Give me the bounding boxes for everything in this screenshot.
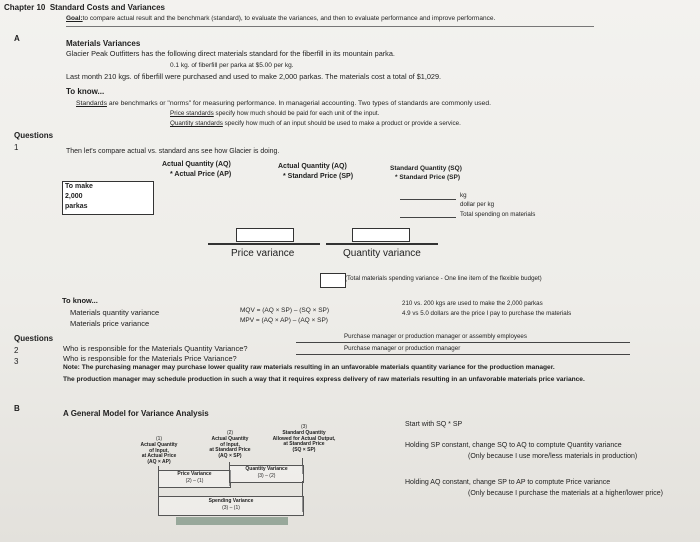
answer-2-line: [296, 342, 630, 343]
note-line-1: Note: The purchasing manager may purchase lower quality raw materials resulting in an unfavorable materials quantity variance for the production manager.: [63, 364, 555, 371]
to-make-box: [62, 181, 154, 215]
question-number-3: 3: [14, 357, 19, 366]
answer-3-line: [296, 354, 630, 355]
question-2-text: Who is responsible for the Materials Quantity Variance?: [63, 344, 248, 353]
col3-header-line2: * Standard Price (SP): [395, 174, 461, 181]
col3-header-line1: Standard Quantity (SQ): [390, 165, 462, 172]
start-note: Start with SQ * SP: [405, 421, 463, 428]
holding-sp-line1: Holding SP constant, change SQ to AQ to comptute Quantity variance: [405, 442, 622, 449]
quantity-variance-box[interactable]: [352, 228, 410, 242]
price-variance-bar: [208, 243, 320, 245]
model-col2: (2) Actual Quantity of Input, at Standard Price (AQ × SP): [209, 430, 251, 459]
unit-dollar-per-kg: dollar per kg: [460, 201, 495, 208]
quantity-variance-model-formula: (3) – (2): [257, 473, 276, 479]
spending-variance-model-formula: (3) – (1): [222, 505, 240, 511]
quantity-standards-definition: Quantity standards specify how much of an input should be used to make a product or provide a service.: [170, 120, 461, 127]
col1-header-line1: Actual Quantity (AQ): [162, 161, 231, 168]
last-month-text: Last month 210 kgs. of fiberfill were purchased and used to make 2,000 parkas. The materials cost a total of $1,029.: [66, 72, 442, 81]
to-make-line2: 2,000: [65, 193, 83, 200]
col1-header-line2: * Actual Price (AP): [170, 171, 232, 178]
to-make-line1: To make: [65, 183, 93, 190]
mqv-label: Materials quantity variance: [70, 308, 160, 317]
spending-variance-model-label: Spending Variance: [208, 498, 254, 504]
total-variance-box[interactable]: [320, 273, 346, 288]
mpv-formula: MPV = (AQ × AP) – (AQ × SP): [240, 317, 328, 324]
mqv-formula: MQV = (AQ × SP) – (SQ × SP): [240, 307, 330, 314]
price-variance-model-formula: (2) – (1): [185, 478, 204, 484]
holding-aq-line1: Holding AQ constant, change SP to AP to comptute Price variance: [405, 479, 611, 486]
unit-total-spending: Total spending on materials: [460, 211, 536, 218]
goal-underline: [66, 26, 594, 27]
standards-definition: Standards are benchmarks or "norms" for measuring performance. In managerial accounting. Two types of standards are commonly used.: [76, 100, 491, 107]
quantity-variance-bar: [326, 243, 438, 245]
spending-variance-model-box: [158, 496, 304, 516]
col2-header-line1: Actual Quantity (AQ): [278, 163, 347, 170]
intro-text: Glacier Peak Outfitters has the following direct materials standard for the fiberfill in its mountain parka.: [66, 49, 395, 58]
col2-header-line2: * Standard Price (SP): [283, 173, 354, 180]
total-variance-note: (Total materials spending variance - One line item of the flexible budget): [345, 275, 542, 282]
total-answer-line: [400, 217, 456, 218]
questions-label-2: Questions: [14, 334, 54, 343]
quantity-variance-model-box: [229, 465, 304, 483]
quantity-variance-model-label: Quantity Variance: [245, 466, 288, 472]
compare-text: Then let's compare actual vs. standard ans see how Glacier is doing.: [66, 148, 280, 155]
price-variance-model-label: Price Variance: [177, 471, 212, 477]
note-line-2: The production manager may schedule production in such a way that it requires express delivery of raw materials resulting in an unfavorable materials price variance.: [63, 376, 585, 383]
chapter-title: Chapter 10 Standard Costs and Variances: [4, 3, 165, 12]
answer-2: Purchase manager or production manager or assembly employees: [344, 333, 527, 340]
to-know-label-2: To know...: [62, 296, 98, 305]
standard-line: 0.1 kg. of fiberfill per parka at $5.00 per kg.: [170, 62, 294, 69]
question-number-1: 1: [14, 143, 19, 152]
model-col3: (3) Standard Quantity Allowed for Actual Output, at Standard Price (SQ × SP): [272, 424, 336, 453]
holding-sp-line2: (Only because I use more/less materials in production): [468, 453, 638, 460]
section-b-letter: B: [14, 404, 20, 413]
mpv-note: 4.9 vs 5.0 dollars are the price I pay to purchase the materials: [402, 310, 572, 317]
diagram-shadow-band: [176, 517, 288, 525]
mpv-label: Materials price variance: [70, 319, 150, 328]
question-number-2: 2: [14, 346, 19, 355]
price-variance-model-box: [158, 470, 231, 488]
price-variance-box[interactable]: [236, 228, 294, 242]
to-make-line3: parkas: [65, 203, 88, 210]
unit-kg: kg: [460, 192, 467, 199]
quantity-variance-label: Quantity variance: [343, 248, 421, 259]
price-standards-definition: Price standards specify how much should be paid for each unit of the input.: [170, 110, 380, 117]
kg-answer-line: [400, 199, 456, 200]
general-model-heading: A General Model for Variance Analysis: [63, 409, 209, 418]
materials-variances-heading: Materials Variances: [66, 39, 141, 48]
goal-line: Goal:to compare actual result and the benchmark (standard), to evaluate the variances, and then to evaluate performance and improve performance.: [66, 15, 496, 22]
questions-label-1: Questions: [14, 131, 54, 140]
answer-3: Purchase manager or production manager: [344, 345, 461, 352]
section-a-letter: A: [14, 34, 20, 43]
question-3-text: Who is responsible for the Materials Price Variance?: [63, 354, 237, 363]
mqv-note: 210 vs. 200 kgs are used to make the 2,000 parkas: [402, 300, 543, 307]
holding-aq-line2: (Only because I purchase the materials at a higher/lower price): [468, 490, 663, 497]
price-variance-label: Price variance: [231, 248, 295, 259]
model-col1: (1) Actual Quantity of Input, at Actual Price (AQ × AP): [140, 436, 178, 465]
to-know-label: To know...: [66, 87, 105, 96]
